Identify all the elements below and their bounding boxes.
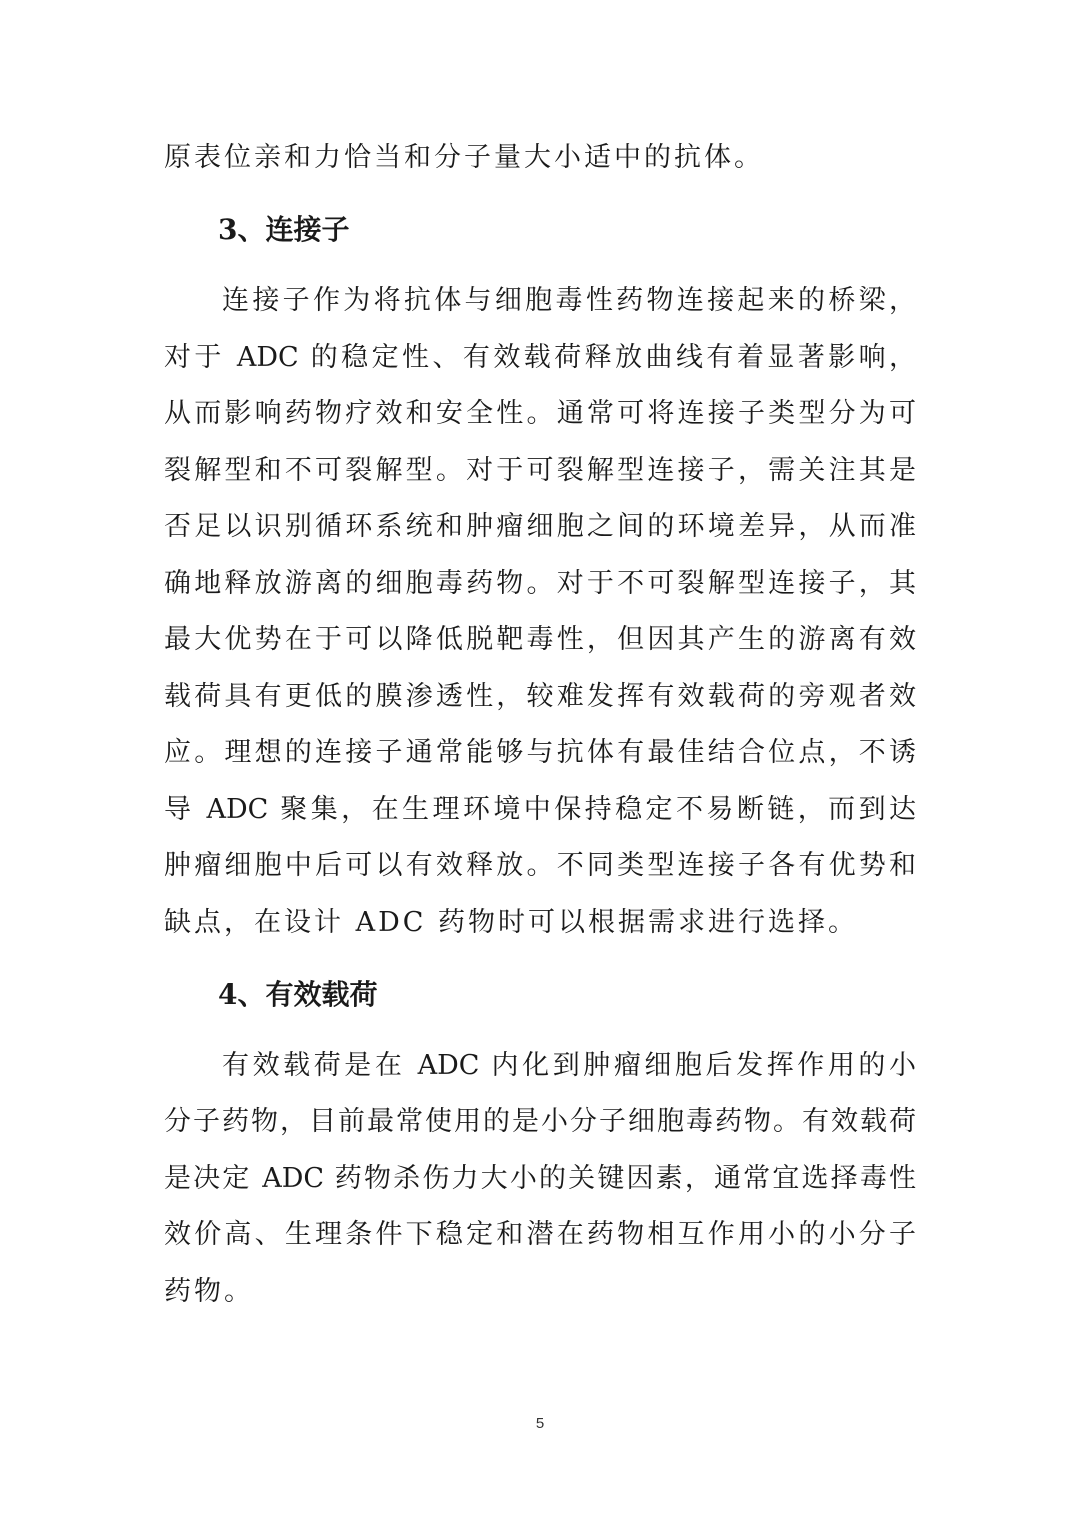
paragraph-line: 肿瘤细胞中后可以有效释放。不同类型连接子各有优势和 bbox=[164, 850, 916, 881]
paragraph-line: 确地释放游离的细胞毒药物。对于不可裂解型连接子，其 bbox=[164, 568, 916, 599]
paragraph-line: 从而影响药物疗效和安全性。通常可将连接子类型分为可 bbox=[164, 398, 916, 429]
paragraph-line: 原表位亲和力恰当和分子量大小适中的抗体。 bbox=[164, 142, 764, 173]
paragraph-line: 裂解型和不可裂解型。对于可裂解型连接子，需关注其是 bbox=[164, 455, 916, 486]
paragraph-line: 效价高、生理条件下稳定和潜在药物相互作用小的小分子 bbox=[164, 1219, 916, 1250]
paragraph-line: 对于 ADC 的稳定性、有效载荷释放曲线有着显著影响， bbox=[164, 342, 916, 373]
paragraph-line: 最大优势在于可以降低脱靶毒性，但因其产生的游离有效 bbox=[164, 624, 916, 655]
paragraph-line: 应。理想的连接子通常能够与抗体有最佳结合位点，不诱 bbox=[164, 737, 916, 768]
paragraph-line: 有效载荷是在 ADC 内化到肿瘤细胞后发挥作用的小 bbox=[222, 1050, 916, 1081]
paragraph-line: 药物。 bbox=[164, 1276, 254, 1307]
paragraph-line: 是决定 ADC 药物杀伤力大小的关键因素，通常宜选择毒性 bbox=[164, 1163, 916, 1194]
page-number: 5 bbox=[535, 1415, 545, 1432]
paragraph-line: 缺点，在设计 ADC 药物时可以根据需求进行选择。 bbox=[164, 907, 858, 938]
paragraph-line: 否足以识别循环系统和肿瘤细胞之间的环境差异，从而准 bbox=[164, 511, 916, 542]
section-heading-payload: 4、有效载荷 bbox=[218, 978, 378, 1011]
section-heading-linker: 3、连接子 bbox=[218, 213, 350, 246]
paragraph-line: 分子药物，目前最常使用的是小分子细胞毒药物。有效载荷 bbox=[164, 1106, 916, 1137]
paragraph-line: 连接子作为将抗体与细胞毒性药物连接起来的桥梁， bbox=[222, 285, 916, 316]
paragraph-line: 载荷具有更低的膜渗透性，较难发挥有效载荷的旁观者效 bbox=[164, 681, 916, 712]
paragraph-line: 导 ADC 聚集，在生理环境中保持稳定不易断链，而到达 bbox=[164, 794, 916, 825]
